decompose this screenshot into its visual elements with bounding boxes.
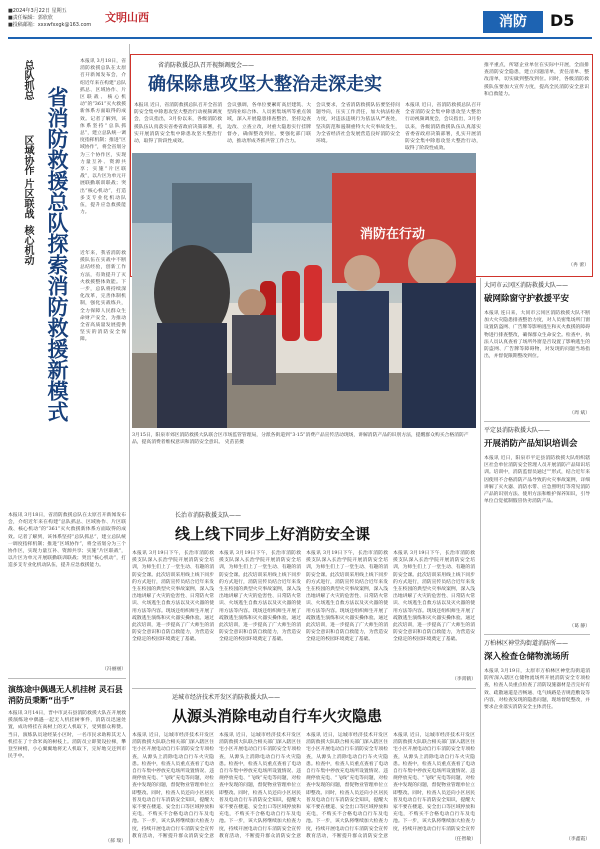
deck-middle: 区域协作 片区联战 xyxy=(22,135,33,219)
boxed-credit: （冉 蕾） xyxy=(568,263,589,268)
left-divider xyxy=(8,678,126,679)
center-body-1: 本报讯 3月19日下午，长治市消防救援支队深入长治学院开展消防安全培训，为师生们上了一堂生动、有趣的消防安全课。此次培训采用线上线下同步的方式进行，消防宣传员结合近年来发生在校园的典型火灾事故案例，深入浅出地讲解了火灾的危害性、日常防火常识、火场逃生自救方法以及灭火器的使用方法等内容。现场还组织师生开展了疏散逃生演练和灭火器实操体验。通过此次培训，进一步提高了广大师生的消防安全意识和自防自救能力，为营造安全稳定的校园环境奠定了基础。 xyxy=(132,551,214,643)
right-divider-1 xyxy=(484,421,590,422)
center-body-3: 本报讯 3月19日下午，长治市消防救援支队深入长治学院开展消防安全培训，为师生们上了一堂生动、有趣的消防安全课。此次培训采用线上线下同步的方式进行，消防宣传员结合近年来发生在校园的典型火灾事故案例，深入浅出地讲解了火灾的危害性、日常防火常识、火场逃生自救方法以及灭火器的使用方法等内容。现场还组织师生开展了疏散逃生演练和灭火器实操体验。通过此次培训，进一步提高了广大师生的消防安全意识和自防自救能力，为营造安全稳定的校园环境奠定了基础。 xyxy=(306,551,388,643)
right-divider-2 xyxy=(484,634,590,635)
right-1-body: 本报讯 连日来，大同市云冈区消防救援大队不断加大火灾隐患排查整治力度，对人员密集场所门窗设置防盗网、广告牌等影响逃生和灭火救援的障碍物进行排查整改，确保群众生命安全。检查中，执法人员认真查看了场所外窗是否设置了影响逃生的防盗网、广告牌等障碍物，对发现的问题当场指出，并督促限期整改到位。 xyxy=(484,311,590,360)
boxed-headline: 确保除患攻坚大整治走深走实 xyxy=(148,74,382,95)
right-2-credit: （葛 静） xyxy=(569,624,590,629)
photo-caption-text: 3月15日，阳泉市郊区消防救援大队联合区市场监管管理局，分派各街道到“3·15”消费产品宣传活动现场，讲解消防产品的识别方法，提醒群众购买合格消防产品，提高消费者维权意识和消防安全意识。 xyxy=(132,433,469,445)
left-story-headline: 演练途中偶遇无人机挂树 灵石县消防员秉断“出手” xyxy=(8,685,123,705)
bottom-body-1: 本报讯 近日，运城市经济技术开发区消防救援大队联合相关部门深入辖区住宅小区开展电动自行车消防安全专项检查，从源头上消除电动自行车火灾隐患。检查中，检查人员重点查看了电动自行车集中停放充电场所设置情况、违规停放充电、“飞线”充电等问题，对检查中发现的问题，督促物业管理单位立即整改。同时，检查人员还向小区居民普及电动自行车消防安全知识，提醒大家不要在楼道、安全出口等区域停放和充电，不购买不合格电动自行车及电池。下一步，该大队将继续加大检查力度，持续开展电动自行车消防安全宣传教育活动，不断提升群众消防安全意 xyxy=(132,733,214,839)
center-body-2: 本报讯 3月19日下午，长治市消防救援支队深入长治学院开展消防安全培训，为师生们上了一堂生动、有趣的消防安全课。此次培训采用线上线下同步的方式进行，消防宣传员结合近年来发生在校园的典型火灾事故案例，深入浅出地讲解了火灾的危害性、日常防火常识、火场逃生自救方法以及灭火器的使用方法等内容。现场还组织师生开展了疏散逃生演练和灭火器实操体验。通过此次培训，进一步提高了广大师生的消防安全意识和自防自救能力，为营造安全稳定的校园环境奠定了基础。 xyxy=(219,551,301,643)
photo-caption xyxy=(132,432,476,446)
bottom-body-3: 本报讯 近日，运城市经济技术开发区消防救援大队联合相关部门深入辖区住宅小区开展电动自行车消防安全专项检查，从源头上消除电动自行车火灾隐患。检查中，检查人员重点查看了电动自行车集中停放充电场所设置情况、违规停放充电、“飞线”充电等问题，对检查中发现的问题，督促物业管理单位立即整改。同时，检查人员还向小区居民普及电动自行车消防安全知识，提醒大家不要在楼道、安全出口等区域停放和充电，不购买不合格电动自行车及电池。下一步，该大队将继续加大检查力度，持续开展电动自行车消防安全宣传教育活动，不断提升群众消防安全意 xyxy=(306,733,388,839)
right-2-body: 本报讯 近日，阳泉市平定县消防救援大队组织辖区社会单位消防安全管理人员开展消防产品知识培训。培训中，消防监督员通过“”形式，结合近年来因使用不合格消防产品导致的火灾事故案例，详细讲解了灭火器、消防水带、应急照明灯等常见消防产品的识别方法、使用方法和维护保养知识，引导单位自觉抵制假冒伪劣消防产品。 xyxy=(484,456,590,505)
section-badge: 消防 xyxy=(483,11,543,33)
right-3-kicker: 万柏林区神堂沟街道消防所—— xyxy=(484,640,569,647)
header-date: ■2024年3月22日 星期五 xyxy=(8,8,67,14)
boxed-body-2: 会议强调，各单位要紧盯高层建筑、大型商业综合体、人员密集场所等重点领域，深入开展隐患排查整治，坚持边查边改、立查立改，对重大隐患实行挂牌督办，确保整改到位。要强化部门联动，推动形成齐抓共管工作合力。 xyxy=(227,103,311,145)
bottom-body-2: 本报讯 近日，运城市经济技术开发区消防救援大队联合相关部门深入辖区住宅小区开展电动自行车消防安全专项检查，从源头上消除电动自行车火灾隐患。检查中，检查人员重点查看了电动自行车集中停放充电场所设置情况、违规停放充电、“飞线”充电等问题，对检查中发现的问题，督促物业管理单位立即整改。同时，检查人员还向小区居民普及电动自行车消防安全知识，提醒大家不要在楼道、安全出口等区域停放和充电，不购买不合格电动自行车及电池。下一步，该大队将继续加大检查力度，持续开展电动自行车消防安全宣传教育活动，不断提升群众消防安全意 xyxy=(219,733,301,839)
center-divider xyxy=(132,688,476,689)
main-body-1: 本报讯 3月18日，省消防救援总队在太原召开新闻发布会，介绍近年来在构建“总队抓总、区域协作、片区联战、核心机动”的“361”灭火救援新体系方面取得的成效。记者了解到，该体系坚持“总队抓总”，建立总队统一调度指挥机制；推进“区域协作”，将全省划分为三个协作区，实现力量互补、资源共享；实施“片区联战”，以片区为单元开展联勤联训联战；突出“核心机动”，打造多支专业化机动队伍，提升应急救援能力。 xyxy=(80,59,126,216)
right-1-credit: （周 斌） xyxy=(569,411,590,416)
header-email: ■投稿邮箱：xxxwfxxgk@163.com xyxy=(8,22,92,28)
bottom-body-4: 本报讯 近日，运城市经济技术开发区消防救援大队联合相关部门深入辖区住宅小区开展电动自行车消防安全专项检查，从源头上消除电动自行车火灾隐患。检查中，检查人员重点查看了电动自行车集中停放充电场所设置情况、违规停放充电、“飞线”充电等问题，对检查中发现的问题，督促物业管理单位立即整改。同时，检查人员还向小区居民普及电动自行车消防安全知识，提醒大家不要在楼道、安全出口等区域停放和充电，不购买不合格电动自行车及电池。下一步，该大队将继续加大检查力度，持续开展电动自行车消防安全宣传 xyxy=(393,733,475,832)
photo-banner-text: 消防在行动 xyxy=(360,227,426,242)
photo-illustration xyxy=(132,153,476,428)
boxed-body-3: 会议要求，全省消防救援队伍要坚持问题导向，压实工作责任，加大执法检查力度，对违法违规行为依法从严查处，坚决防范和遏制重特大火灾事故发生，为全省经济社会发展营造良好消防安全环境。 xyxy=(316,103,400,145)
center-headline: 线上线下同步上好消防安全课 xyxy=(175,525,371,543)
boxed-body-right: 推平重点，所辖企业单位在实际中开展，全面排查消防安全隐患，建立问题清单，责任清单、整改清单，切实做到整改到位。同时，各级消防救援队伍要加大宣传力度，提高全民消防安全意识和自救能力。 xyxy=(484,63,589,97)
right-1-headline: 破网除窗守护救援平安 xyxy=(484,294,570,304)
page-number: D5 xyxy=(550,11,575,30)
main-body-3: 本报讯 3月18日，省消防救援总队在太原召开新闻发布会，介绍近年来在构建“总队抓总、区域协作、片区联战、核心机动”的“361”灭火救援新体系方面取得的成效。记者了解到，该体系坚持“总队抓总”，建立总队统一调度指挥机制；推进“区域协作”，将全省划分为三个协作区，实现力量互补、资源共享；实施“片区联战”，以片区为单元开展联勤联训联战；突出“核心机动”，打造多支专业化机动队伍，提升应急救援能力。 xyxy=(8,513,126,569)
right-3-body: 本报讯 3月19日，太原市万柏林区神堂沟街道消防所深入辖区仓储物流场所开展消防安全专项检查，检查人员重点检查了消防设施器材是否完好有效、疏散通道是否畅通、电气线路是否规范敷设等内容，对检查发现的隐患问题，现场督促整改，并要求企业落实消防安全主体责任。 xyxy=(484,669,590,711)
center-credit: （李霄鹤） xyxy=(452,677,476,682)
left-story-body: 本报讯 3月14日，晋中市灵石县消防救援大队在开展救援演练途中偶遇一起无人机挂树事件，消防员迅速处置，成功将挂在高树上的无人机取下，受到群众称赞。当日，演练队员途经某小区时，一名市民求助称其无人机挂在了十余米高的树枝上。消防员立即架设拉梯，攀登至树梢，小心翼翼地将无人机取下，完好地交还到市民手中。 xyxy=(8,711,126,760)
left-story-credit: （郝 瑞） xyxy=(105,839,126,844)
photo-credit: 史苗苗摄 xyxy=(224,440,244,445)
column-separator-right xyxy=(480,278,481,844)
main-body-2: 近年来，我省消防救援队伍在实战中不断总结经验，创新工作方法，有效提升了灭火救援整体效能。下一步，总队将持续深化改革，完善体制机制，强化实战练兵，全力保障人民群众生命财产安全，为推动全省高质量发展提供坚实的消防安全保障。 xyxy=(80,251,126,343)
header-divider xyxy=(8,37,592,39)
center-body-4: 本报讯 3月19日下午，长治市消防救援支队深入长治学院开展消防安全培训，为师生们上了一堂生动、有趣的消防安全课。此次培训采用线上线下同步的方式进行，消防宣传员结合近年来发生在校园的典型火灾事故案例，深入浅出地讲解了火灾的危害性、日常防火常识、火场逃生自救方法以及灭火器的使用方法等内容。现场还组织师生开展了疏散逃生演练和灭火器实操体验。通过此次培训，进一步提高了广大师生的消防安全意识和自防自救能力，为营造安全稳定的校园环境奠定了基础。 xyxy=(393,551,475,643)
news-photo xyxy=(132,153,476,428)
page-header xyxy=(0,0,600,38)
bottom-kicker: 运城市经济技术开发区消防救援大队—— xyxy=(172,694,281,701)
bottom-headline: 从源头消除电动自行车火灾隐患 xyxy=(172,707,383,725)
right-1-kicker: 大同市云冈区消防救援大队—— xyxy=(484,282,569,289)
right-2-kicker: 平定县消防救援大队—— xyxy=(484,427,551,434)
bottom-credit: （任智敏） xyxy=(452,837,476,842)
boxed-kicker: 省消防救援总队召开视频调度会—— xyxy=(158,62,255,69)
boxed-body-4: 本报讯 近日，省消防救援总队召开全省消防安全集中除患攻坚大整治行动视频调度会，会议指出，3月份以来，各级消防救援队伍认真落实省委省政府决策部署，扎实开展消防安全集中除患攻坚大整治行动，取得了阶段性成效。 xyxy=(405,103,481,152)
center-kicker: 长治市消防救援支队—— xyxy=(175,512,242,519)
main-headline: 省消防救援总队探索消防救援新模式 xyxy=(45,86,69,422)
header-editor: ■责任编辑：郭欣欣 xyxy=(8,15,53,21)
deck-top: 总队抓总 xyxy=(22,60,33,100)
brand-logo: 文明山西 xyxy=(105,11,149,24)
boxed-body-1: 本报讯 近日，省消防救援总队召开全省消防安全集中除患攻坚大整治行动视频调度会，会议指出，3月份以来，各级消防救援队伍认真落实省委省政府决策部署，扎实开展消防安全集中除患攻坚大整治行动，取得了阶段性成效。 xyxy=(134,103,222,145)
main-credit: （冯丽丽） xyxy=(102,667,126,672)
right-2-headline: 开展消防产品知识培训会 xyxy=(484,439,578,449)
right-3-headline: 深入检查仓储物流场所 xyxy=(484,652,570,662)
right-3-credit: （李鑫霞） xyxy=(566,837,590,842)
header-meta xyxy=(8,8,91,29)
deck-bottom: 核心机动 xyxy=(22,225,33,265)
column-separator-left xyxy=(129,44,130,844)
